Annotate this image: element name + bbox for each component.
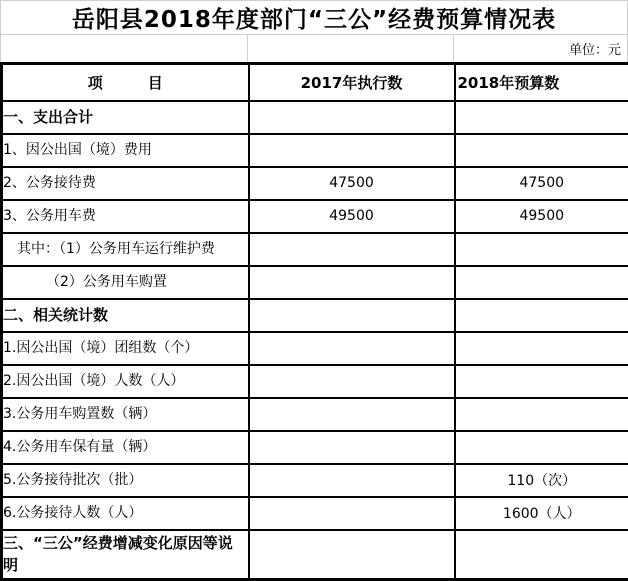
cell-2018-value (455, 299, 628, 332)
cell-2018-value (455, 530, 628, 580)
page-title: 岳阳县2018年度部门“三公”经费预算情况表 (1, 1, 627, 35)
table-row (2, 200, 628, 233)
table-row (2, 299, 628, 332)
row-label: 1、因公出国（境）费用 (2, 134, 249, 167)
cell-2018-value: 47500 (455, 167, 628, 200)
row-label: 4.公务用车保有量（辆） (2, 431, 249, 464)
cell-2018-value: 110（次） (455, 464, 628, 497)
table-row (2, 134, 628, 167)
unit-row (1, 35, 627, 62)
cell-2018-value (455, 398, 628, 431)
row-label: 1.因公出国（境）团组数（个） (2, 332, 249, 365)
table-row (2, 167, 628, 200)
table-row (2, 497, 628, 530)
column-header-item: 项 目 (2, 64, 249, 101)
table-row (2, 266, 628, 299)
table-row (2, 464, 628, 497)
cell-2017-value (249, 530, 455, 580)
cell-2018-value: 1600（人） (455, 497, 628, 530)
cell-2018-value: 49500 (455, 200, 628, 233)
table-row (2, 365, 628, 398)
row-label: 三、“三公”经费增减变化原因等说明 (2, 530, 249, 580)
cell-2018-value (455, 101, 628, 134)
cell-2017-value (249, 431, 455, 464)
cell-2017-value: 47500 (249, 167, 455, 200)
cell-2017-value (249, 365, 455, 398)
column-header-2017-exec: 2017年执行数 (249, 64, 455, 101)
cell-2018-value (455, 134, 628, 167)
table-row (2, 233, 628, 266)
row-label: 2.因公出国（境）人数（人） (2, 365, 249, 398)
table-header-row (2, 64, 628, 101)
cell-2017-value (249, 398, 455, 431)
cell-2017-value (249, 299, 455, 332)
row-label: 其中：（1）公务用车运行维护费 (2, 233, 249, 266)
budget-table (0, 62, 628, 581)
table-row (2, 530, 628, 580)
row-label: 3、公务用车费 (2, 200, 249, 233)
cell-2018-value (455, 365, 628, 398)
cell-2017-value (249, 464, 455, 497)
row-label: （2）公务用车购置 (2, 266, 249, 299)
cell-2017-value (249, 134, 455, 167)
row-label: 6.公务接待人数（人） (2, 497, 249, 530)
row-label: 2、公务接待费 (2, 167, 249, 200)
row-label: 二、相关统计数 (2, 299, 249, 332)
cell-2018-value (455, 266, 628, 299)
table-row (2, 101, 628, 134)
cell-2018-value (455, 233, 628, 266)
unit-row-cell-empty-1 (1, 35, 248, 62)
cell-2017-value (249, 101, 455, 134)
table-row (2, 398, 628, 431)
table-row (2, 332, 628, 365)
unit-row-cell-empty-2 (248, 35, 454, 62)
table-row (2, 431, 628, 464)
row-label: 一、支出合计 (2, 101, 249, 134)
cell-2017-value: 49500 (249, 200, 455, 233)
row-label: 5.公务接待批次（批） (2, 464, 249, 497)
cell-2017-value (249, 497, 455, 530)
unit-label: 单位：元 (568, 43, 621, 58)
cell-2018-value (455, 332, 628, 365)
cell-2017-value (249, 332, 455, 365)
title-block (0, 0, 628, 62)
column-header-2018-budget: 2018年预算数 (455, 64, 628, 101)
cell-2017-value (249, 233, 455, 266)
row-label: 3.公务用车购置数（辆） (2, 398, 249, 431)
cell-2018-value (455, 431, 628, 464)
cell-2017-value (249, 266, 455, 299)
